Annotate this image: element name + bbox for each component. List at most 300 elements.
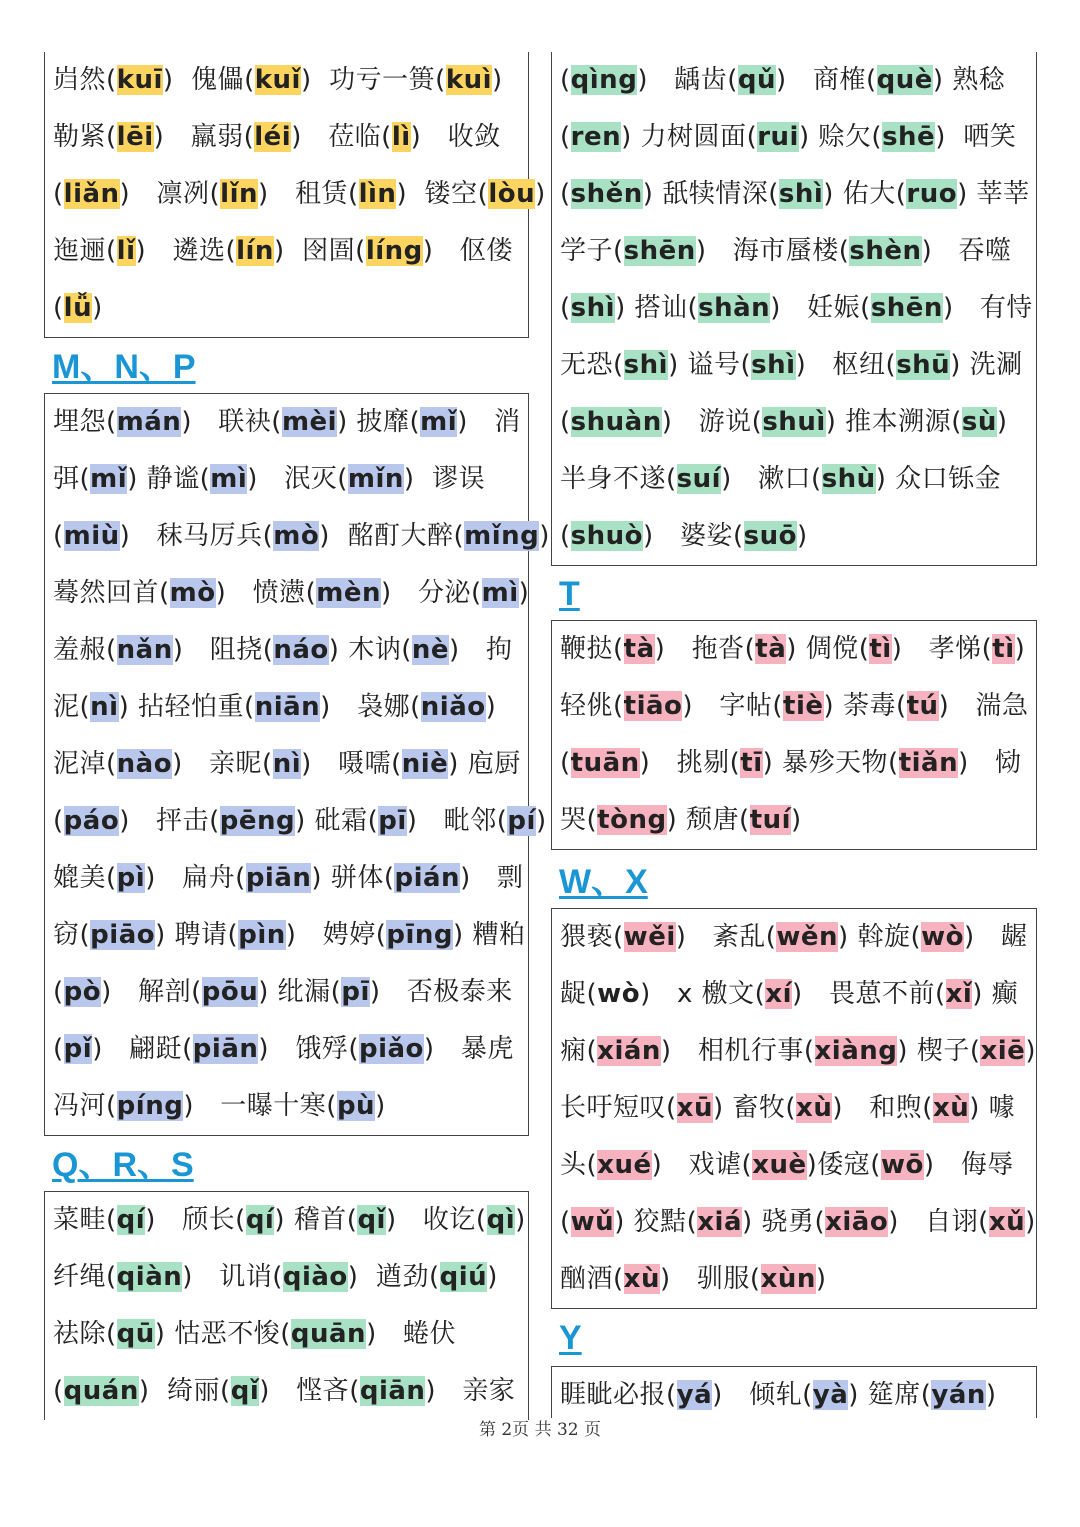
punctuation: ( — [870, 1150, 881, 1180]
punctuation: ( — [280, 1319, 291, 1349]
punctuation: ) — [660, 1036, 698, 1066]
vocab-word: 否极泰来 — [406, 977, 513, 1007]
vocab-word: 暴殄天物 — [782, 748, 889, 778]
punctuation: ) — [637, 65, 675, 95]
punctuation: ) — [422, 236, 460, 266]
punctuation: ( — [613, 236, 624, 266]
vocab-word: 镂空 — [424, 179, 478, 209]
pinyin-highlight: qìng — [570, 65, 638, 95]
vocab-word: 枢纽 — [832, 350, 886, 380]
pinyin-highlight: suō — [743, 521, 797, 551]
vocab-word: 游说 — [698, 407, 752, 437]
pinyin-highlight: qǐ — [357, 1205, 386, 1235]
vocab-word: 嗫嚅 — [338, 749, 392, 779]
vocab-word: 毗邻 — [443, 806, 497, 836]
punctuation: ( — [838, 236, 850, 266]
vocab-word: 勒紧 — [53, 122, 107, 152]
vocab-word: 鞭挞 — [560, 634, 614, 664]
punctuation: ( — [220, 1376, 231, 1406]
vocab-word: 糟粕 — [472, 920, 526, 950]
vocab-word: 荼毒 — [842, 691, 896, 721]
vocab-word: 蜷伏 — [403, 1319, 457, 1349]
punctuation: ) — [823, 691, 843, 721]
vocab-word: 解剖 — [138, 977, 192, 1007]
pinyin-highlight: lēi — [116, 122, 154, 152]
punctuation: ( — [686, 1207, 698, 1237]
punctuation: ) — [183, 1091, 221, 1121]
vocab-word: 骁勇 — [761, 1207, 815, 1237]
punctuation: ) — [921, 236, 959, 266]
vocab-line — [560, 1080, 1030, 1137]
pinyin-highlight: shuì — [762, 407, 826, 437]
punctuation: ( — [106, 635, 117, 665]
vocab-word: 众口铄金 — [895, 464, 1002, 494]
pinyin-highlight: niǎo — [420, 692, 486, 722]
pinyin-highlight: mǐng — [464, 521, 540, 551]
punctuation: ) — [119, 179, 157, 209]
pinyin-highlight: xùn — [760, 1264, 816, 1294]
vocab-word: 功亏一篑 — [329, 65, 436, 95]
punctuation: ( — [381, 122, 392, 152]
punctuation: ) — [369, 977, 407, 1007]
punctuation: ( — [978, 1207, 989, 1237]
punctuation: ( — [586, 979, 598, 1009]
vocab-line — [53, 451, 522, 508]
vocab-line — [560, 109, 1030, 166]
vocab-line — [53, 394, 522, 451]
punctuation: ) — [375, 1091, 386, 1121]
pinyin-highlight: qí — [245, 1205, 275, 1235]
pinyin-highlight: lì — [391, 122, 411, 152]
vocab-word: 婆娑 — [679, 521, 733, 551]
punctuation: ( — [749, 1264, 761, 1294]
punctuation: ( — [772, 691, 784, 721]
punctuation: ) — [838, 922, 858, 952]
punctuation: ( — [225, 236, 237, 266]
punctuation: ) — [492, 65, 503, 95]
punctuation: ( — [729, 748, 741, 778]
pinyin-highlight: shì — [751, 350, 796, 380]
punctuation: ) — [823, 179, 843, 209]
punctuation: ( — [262, 635, 274, 665]
pinyin-highlight: piǎo — [358, 1034, 424, 1064]
pinyin-highlight: qì — [486, 1205, 516, 1235]
vocab-word: 酗酒 — [560, 1264, 614, 1294]
punctuation: ( — [814, 1207, 826, 1237]
punctuation: ) — [403, 464, 433, 494]
pinyin-highlight: wěi — [623, 922, 676, 952]
vocab-word: 字帖 — [719, 691, 773, 721]
punctuation: ) — [615, 293, 635, 323]
punctuation: ( — [53, 179, 64, 209]
punctuation: ) — [118, 692, 139, 722]
pinyin-highlight: lòu — [488, 179, 536, 209]
pinyin-highlight: náo — [273, 635, 329, 665]
pinyin-highlight: qiào — [282, 1262, 348, 1292]
pinyin-highlight: xiàng — [814, 1036, 898, 1066]
punctuation: ) — [535, 806, 547, 836]
pinyin-highlight: tuān — [570, 748, 640, 778]
punctuation: ( — [496, 806, 508, 836]
vocab-word: 傀儡 — [191, 65, 245, 95]
vocab-word: 谬误 — [432, 464, 486, 494]
pinyin-highlight: mán — [116, 407, 182, 437]
pinyin-highlight: ruo — [906, 179, 958, 209]
vocab-word: 半身不遂 — [560, 464, 667, 494]
punctuation: ) — [258, 977, 278, 1007]
pinyin-highlight: tiǎn — [898, 748, 959, 778]
vocab-word: 莅临 — [328, 122, 382, 152]
vocab-word: 紊乱 — [712, 922, 766, 952]
vocab-word: 抨击 — [156, 806, 210, 836]
vocab-word: 相机行事 — [697, 1036, 804, 1066]
punctuation: ) — [449, 635, 486, 665]
pinyin-highlight: shì — [570, 293, 616, 323]
punctuation: ) — [957, 179, 977, 209]
pinyin-highlight: qǐ — [230, 1376, 260, 1406]
pinyin-highlight: xū — [676, 1093, 713, 1123]
punctuation: ( — [765, 922, 777, 952]
pinyin-highlight: mò — [273, 521, 320, 551]
punctuation: ( — [613, 922, 624, 952]
punctuation: ( — [744, 634, 756, 664]
pinyin-highlight: xǐ — [945, 979, 973, 1009]
vocab-word: 联袂 — [218, 407, 272, 437]
vocab-line — [53, 964, 522, 1021]
vocab-box-k-l — [44, 52, 546, 338]
vocab-line — [560, 52, 1030, 109]
punctuation: ) — [668, 350, 688, 380]
punctuation: ( — [53, 977, 64, 1007]
pinyin-highlight: ren — [570, 122, 622, 152]
vocab-word: 岿然 — [53, 65, 107, 95]
punctuation: ( — [586, 805, 598, 835]
vocab-line — [560, 1023, 1036, 1080]
vocab-word: 颀长 — [182, 1205, 236, 1235]
punctuation: ) — [639, 748, 677, 778]
vocab-word: 舐犊情深 — [662, 179, 769, 209]
vocab-word: 遒劲 — [375, 1262, 429, 1292]
vocab-word: 拖沓 — [691, 634, 745, 664]
vocab-word: 戏谑 — [688, 1150, 742, 1180]
vocab-word: 娉婷 — [322, 920, 376, 950]
vocab-word: 妊娠 — [807, 293, 861, 323]
punctuation: ) — [515, 1205, 526, 1235]
pinyin-highlight: nào — [116, 749, 173, 779]
pinyin-highlight: xuè — [752, 1150, 807, 1180]
punctuation: ( — [560, 179, 571, 209]
punctuation: ) — [347, 1262, 376, 1292]
pinyin-highlight: pōu — [201, 977, 259, 1007]
punctuation: ) — [518, 578, 530, 608]
punctuation: ) — [798, 122, 819, 152]
punctuation: ) — [172, 749, 210, 779]
punctuation: ) — [460, 863, 497, 893]
vocab-box-qrs — [44, 1191, 529, 1420]
pinyin-highlight: xiāo — [825, 1207, 889, 1237]
punctuation: ( — [79, 692, 91, 722]
punctuation: ( — [227, 920, 239, 950]
pinyin-highlight: pī — [378, 806, 407, 836]
pinyin-highlight: pián — [394, 863, 461, 893]
vocab-line — [560, 508, 1030, 565]
punctuation: ( — [401, 635, 412, 665]
punctuation: ( — [209, 179, 221, 209]
punctuation: ) — [258, 179, 295, 209]
vocab-word: 消 — [494, 407, 521, 437]
vocab-word: 哂笑 — [963, 122, 1017, 152]
punctuation: ) — [291, 122, 329, 152]
pinyin-highlight: xué — [597, 1150, 652, 1180]
punctuation: ) — [712, 1380, 750, 1410]
vocab-word: 龋齿 — [674, 65, 728, 95]
vocab-word: 驯服 — [696, 1264, 750, 1294]
pinyin-highlight: xù — [932, 1093, 970, 1123]
pinyin-highlight: wěn — [776, 922, 839, 952]
pinyin-highlight: tuí — [749, 805, 792, 835]
punctuation: ) — [181, 407, 219, 437]
punctuation: ) — [247, 464, 285, 494]
pinyin-highlight: lǐ — [116, 236, 136, 266]
punctuation: ) — [659, 1264, 697, 1294]
pinyin-highlight: mò — [169, 578, 216, 608]
section-heading-wx: W、X — [559, 863, 648, 901]
pinyin-highlight: léi — [254, 122, 292, 152]
punctuation: ) — [385, 1205, 423, 1235]
pinyin-highlight: qiān — [359, 1376, 426, 1406]
punctuation: ( — [243, 122, 255, 152]
vocab-word: 佑大 — [842, 179, 896, 209]
vocab-word: 收讫 — [422, 1205, 476, 1235]
punctuation: ) — [897, 1036, 917, 1066]
vocab-word: 拘 — [485, 635, 513, 665]
vocab-word: 癫 — [991, 979, 1019, 1009]
pinyin-highlight: piāo — [90, 920, 156, 950]
punctuation: ( — [106, 122, 117, 152]
punctuation: ) — [950, 350, 970, 380]
pinyin-highlight: qiú — [439, 1262, 488, 1292]
vocab-line — [53, 1021, 522, 1078]
vocab-box-mnp — [44, 393, 550, 1136]
punctuation: ( — [586, 1036, 598, 1066]
pinyin-highlight: xù — [796, 1093, 833, 1123]
pinyin-highlight: páo — [63, 806, 120, 836]
vocab-word: 头 — [560, 1150, 587, 1180]
vocab-line — [53, 793, 547, 850]
punctuation: ) — [406, 806, 444, 836]
vocab-word: 暴虎 — [460, 1034, 514, 1064]
punctuation: ( — [613, 1264, 624, 1294]
punctuation: ) — [642, 179, 663, 209]
pinyin-highlight: liǎn — [63, 179, 120, 209]
punctuation: ( — [391, 749, 402, 779]
pinyin-highlight: tī — [740, 748, 763, 778]
punctuation: ) — [145, 863, 183, 893]
pinyin-highlight: tì — [992, 634, 1015, 664]
vocab-word: 倾轧 — [749, 1380, 803, 1410]
pinyin-highlight: wò — [921, 922, 965, 952]
pinyin-highlight: yá — [676, 1380, 713, 1410]
vocab-word: 熟稔 — [952, 65, 1006, 95]
punctuation: ) — [182, 1262, 220, 1292]
punctuation: ) — [154, 1319, 175, 1349]
pinyin-highlight: tiāo — [623, 691, 683, 721]
vocab-box-t — [551, 620, 1037, 850]
punctuation: ( — [613, 350, 624, 380]
punctuation: ( — [741, 1150, 753, 1180]
punctuation: ) — [923, 1150, 961, 1180]
vocab-word: 悭吝 — [296, 1376, 350, 1406]
pinyin-highlight: pí — [507, 806, 536, 836]
punctuation: ) — [119, 806, 157, 836]
pinyin-highlight: nǎn — [116, 635, 173, 665]
vocab-word: 袅娜 — [357, 692, 411, 722]
punctuation: ) — [776, 65, 813, 95]
punctuation: ( — [53, 293, 64, 323]
punctuation: ( — [613, 691, 624, 721]
punctuation: ( — [355, 236, 366, 266]
punctuation: ( — [367, 806, 379, 836]
vocab-word: x 檄文 — [677, 979, 755, 1009]
punctuation: ( — [666, 1093, 677, 1123]
section-heading-qrs: Q、R、S — [52, 1146, 194, 1184]
pinyin-highlight: mì — [481, 578, 519, 608]
punctuation: ( — [727, 65, 738, 95]
pinyin-highlight: nè — [411, 635, 450, 665]
punctuation: ) — [535, 179, 546, 209]
pinyin-highlight: tà — [623, 634, 655, 664]
vocab-word: 商榷 — [812, 65, 866, 95]
pinyin-highlight: wō — [880, 1150, 924, 1180]
vocab-word: 阻挠 — [209, 635, 263, 665]
punctuation: ) — [457, 407, 495, 437]
vocab-word: 无恐 — [560, 350, 614, 380]
pinyin-highlight: sù — [961, 407, 997, 437]
vocab-line — [53, 622, 522, 679]
punctuation: ( — [895, 179, 907, 209]
pinyin-highlight: kuǐ — [254, 65, 301, 95]
vocab-line — [53, 679, 522, 736]
punctuation: ) — [155, 920, 175, 950]
vocab-word: 长吁短叹 — [560, 1093, 667, 1123]
pinyin-highlight: pī — [341, 977, 370, 1007]
pinyin-highlight: pēng — [219, 806, 296, 836]
punctuation: ( — [586, 1150, 598, 1180]
punctuation: ( — [79, 920, 91, 950]
pinyin-highlight: kuì — [445, 65, 493, 95]
vocab-line — [53, 109, 522, 166]
pinyin-highlight: shèn — [849, 236, 922, 266]
vocab-word: 莘莘 — [976, 179, 1030, 209]
punctuation: ( — [347, 179, 359, 209]
punctuation: ( — [326, 1091, 337, 1121]
vocab-line — [53, 1306, 522, 1363]
pinyin-highlight: rui — [757, 122, 799, 152]
punctuation: ) — [127, 464, 147, 494]
punctuation: ) — [337, 407, 357, 437]
pinyin-highlight: tà — [755, 634, 787, 664]
pinyin-highlight: pì — [116, 863, 146, 893]
punctuation: ) — [301, 749, 339, 779]
vocab-line — [560, 337, 1030, 394]
punctuation: ) — [273, 236, 303, 266]
punctuation: ) — [101, 977, 139, 1007]
vocab-word: 和煦 — [869, 1093, 923, 1123]
punctuation: ( — [272, 1262, 283, 1292]
punctuation: ) — [215, 578, 253, 608]
vocab-word: 伛偻 — [459, 236, 513, 266]
vocab-line — [53, 736, 522, 793]
punctuation: ( — [106, 1205, 117, 1235]
punctuation: ( — [53, 806, 64, 836]
vocab-line — [53, 52, 522, 109]
pinyin-highlight: xǔ — [988, 1207, 1026, 1237]
punctuation: ( — [666, 464, 677, 494]
punctuation: ( — [811, 464, 822, 494]
punctuation: ( — [802, 1380, 813, 1410]
punctuation: ( — [981, 634, 993, 664]
vocab-word: 羞赧 — [53, 635, 107, 665]
punctuation: ( — [235, 863, 246, 893]
vocab-word: 洗涮 — [969, 350, 1023, 380]
pinyin-highlight: shì — [778, 179, 824, 209]
punctuation: ) — [721, 464, 759, 494]
punctuation: ( — [746, 122, 758, 152]
punctuation: ) — [621, 122, 641, 152]
punctuation: ( — [560, 1207, 571, 1237]
punctuation: ( — [429, 1262, 440, 1292]
punctuation: ) — [135, 236, 173, 266]
vocab-word: 轻佻 — [560, 691, 614, 721]
punctuation: ( — [375, 920, 387, 950]
pinyin-highlight: píng — [116, 1091, 184, 1121]
vocab-word: 楔子 — [916, 1036, 970, 1066]
pinyin-highlight: mǐ — [90, 464, 128, 494]
vocab-word: 剽 — [497, 863, 524, 893]
punctuation: ) — [319, 521, 348, 551]
pinyin-highlight: què — [876, 65, 933, 95]
vocab-word: 泥淖 — [53, 749, 107, 779]
punctuation: ( — [106, 1262, 117, 1292]
pinyin-highlight: mèi — [281, 407, 338, 437]
punctuation: ( — [969, 1036, 981, 1066]
vocab-word: 痫 — [560, 1036, 587, 1066]
punctuation: ( — [106, 1319, 117, 1349]
punctuation: ( — [106, 65, 117, 95]
section-heading-y: Y — [559, 1319, 582, 1357]
punctuation: ( — [209, 806, 220, 836]
punctuation: ) — [487, 1262, 498, 1292]
punctuation: ( — [739, 805, 750, 835]
vocab-word: 扁舟 — [182, 863, 236, 893]
punctuation: ) — [410, 122, 448, 152]
punctuation: ( — [330, 977, 342, 1007]
punctuation: ) — [92, 293, 103, 323]
vocab-word: 秣马厉兵 — [156, 521, 263, 551]
pinyin-highlight: xí — [765, 979, 792, 1009]
punctuation: ( — [858, 634, 870, 664]
punctuation: ( — [871, 122, 883, 152]
punctuation: ) — [942, 293, 980, 323]
punctuation: ( — [271, 407, 282, 437]
vocab-line — [560, 1137, 1030, 1194]
vocab-word: 庖厨 — [467, 749, 521, 779]
pinyin-highlight: tòng — [597, 805, 667, 835]
punctuation: ( — [53, 521, 64, 551]
vocab-box-y — [551, 1366, 1037, 1418]
vocab-word: 斡旋 — [857, 922, 911, 952]
punctuation: ( — [182, 1034, 193, 1064]
